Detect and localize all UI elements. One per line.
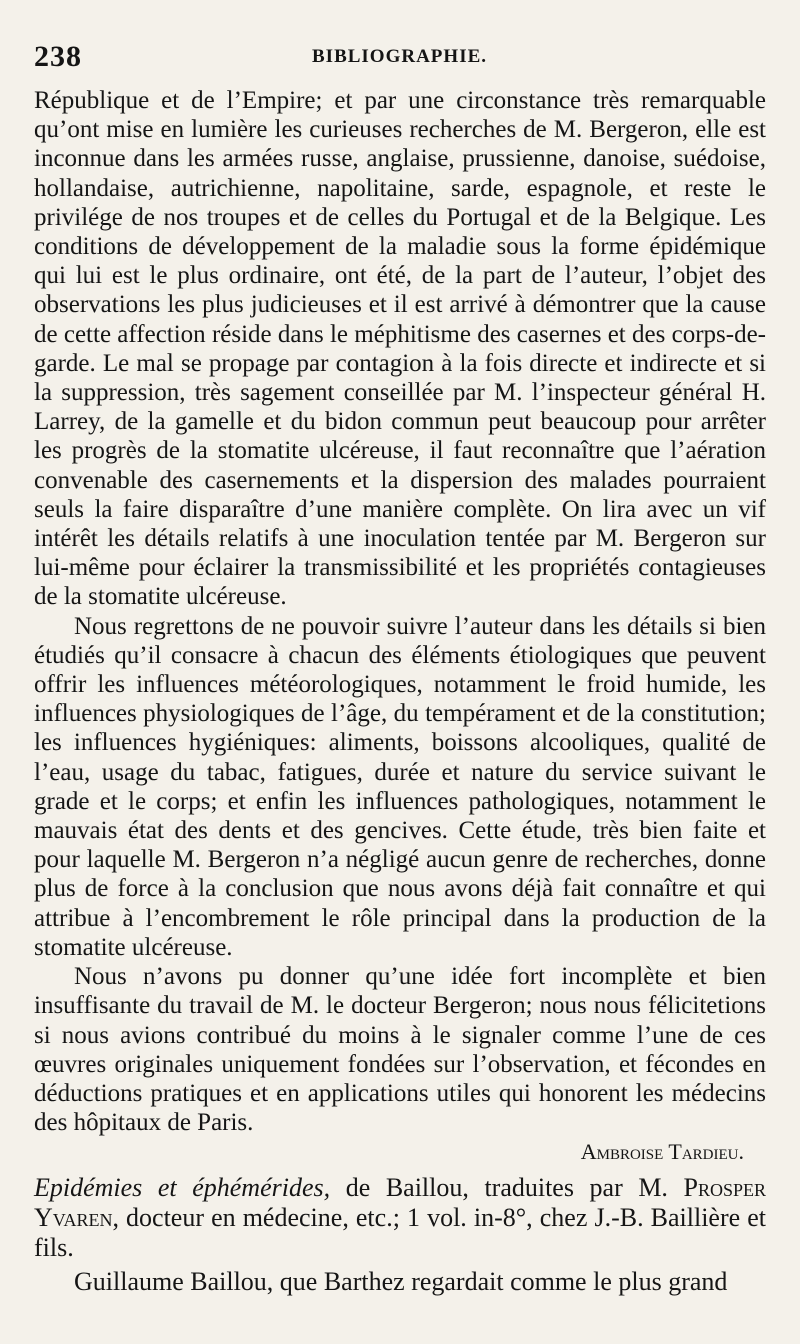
entry-author: de Baillou, traduites par M. — [330, 1173, 684, 1203]
page-header — [34, 36, 766, 86]
page-number: 238 — [34, 40, 82, 73]
bibliography-entry — [34, 1173, 766, 1263]
author-signature: Ambroise Tardieu. — [580, 1139, 744, 1165]
paragraph-3: Nous n’avons pu donner qu’une idée fort incomplète et bien insuffisante du travail de M. le docteur Bergeron; nous nous félicitetions si nous avions contribué du moins à le signaler comme l’une de ces œuvres originales uniquement fondées sur l’observation, et fécondes en déductions pratiques et en applications utiles qui honorent les médecins des hôpitaux de Paris. — [34, 963, 766, 1137]
paragraph-2: Nous regrettons de ne pouvoir suivre l’auteur dans les détails si bien étudiés qu’il consacre à chacun des éléments étiologiques que peuvent offrir les influences météorologiques, notamment le froid humide, les influences physiologiques de l’âge, du tempérament et de la constitution; les influences hygiéniques: aliments, boissons alcooliques, qualité de l’eau, usage du tabac, fatigues, durée et nature du service suivant le grade et le corps; et enfin les influences pathologiques, notamment le mauvais état des dents et des gencives. Cette étude, très bien faite et pour laquelle M. Bergeron n’a négligé aucun genre de recherches, donne plus de force à la conclusion que nous avons déjà fait connaître et qui attribue à l’encombrement le rôle principal dans la production de la stomatite ulcéreuse. — [34, 612, 766, 961]
paragraph-1: République et de l’Empire; et par une circonstance très remarquable qu’ont mise en lumière les curieuses recherches de M. Bergeron, elle est inconnue dans les armées russe, anglaise, prussienne, danoise, suédoise, hollandaise, autrichienne, napolitaine, sarde, espagnole, et reste le privilége de nos troupes et de celles du Portugal et de la Belgique. Les conditions de développement de la maladie sous la forme épidémique qui lui est le plus ordinaire, ont été, de la part de l’auteur, l’objet des observations les plus judicieuses et il est arrivé à démontrer que la cause de cette affection réside dans le méphitisme des casernes et des corps-de-garde. Le mal se propage par contagion à la fois directe et indirecte et si la suppression, très sagement conseillée par M. l’inspecteur général H. Larrey, de la gamelle et du bidon commun peut beaucoup pour arrêter les progrès de la stomatite ulcéreuse, il faut reconnaître que l’aération convenable des casernements et la dispersion des malades pourraient seuls la faire disparaître d’une manière complète. On lira avec un vif intérêt les détails relatifs à une inoculation tentée par M. Bergeron sur lui-même pour éclairer la transmissibilité et les propriétés contagieuses de la stomatite ulcéreuse. — [34, 87, 766, 611]
entry-publication: docteur en médecine, etc.; 1 vol. in-8°, chez J.-B. Baillière et fils. — [34, 1203, 766, 1263]
review-body — [34, 86, 766, 1137]
running-head: BIBLIOGRAPHIE. — [312, 46, 488, 67]
next-review-start: Guillaume Baillou, que Barthez regardait comme le plus grand — [74, 1267, 728, 1297]
entry-title: Epidémies et éphémérides, — [34, 1173, 331, 1203]
entry-translator: Prosper Yvaren, — [34, 1173, 767, 1233]
